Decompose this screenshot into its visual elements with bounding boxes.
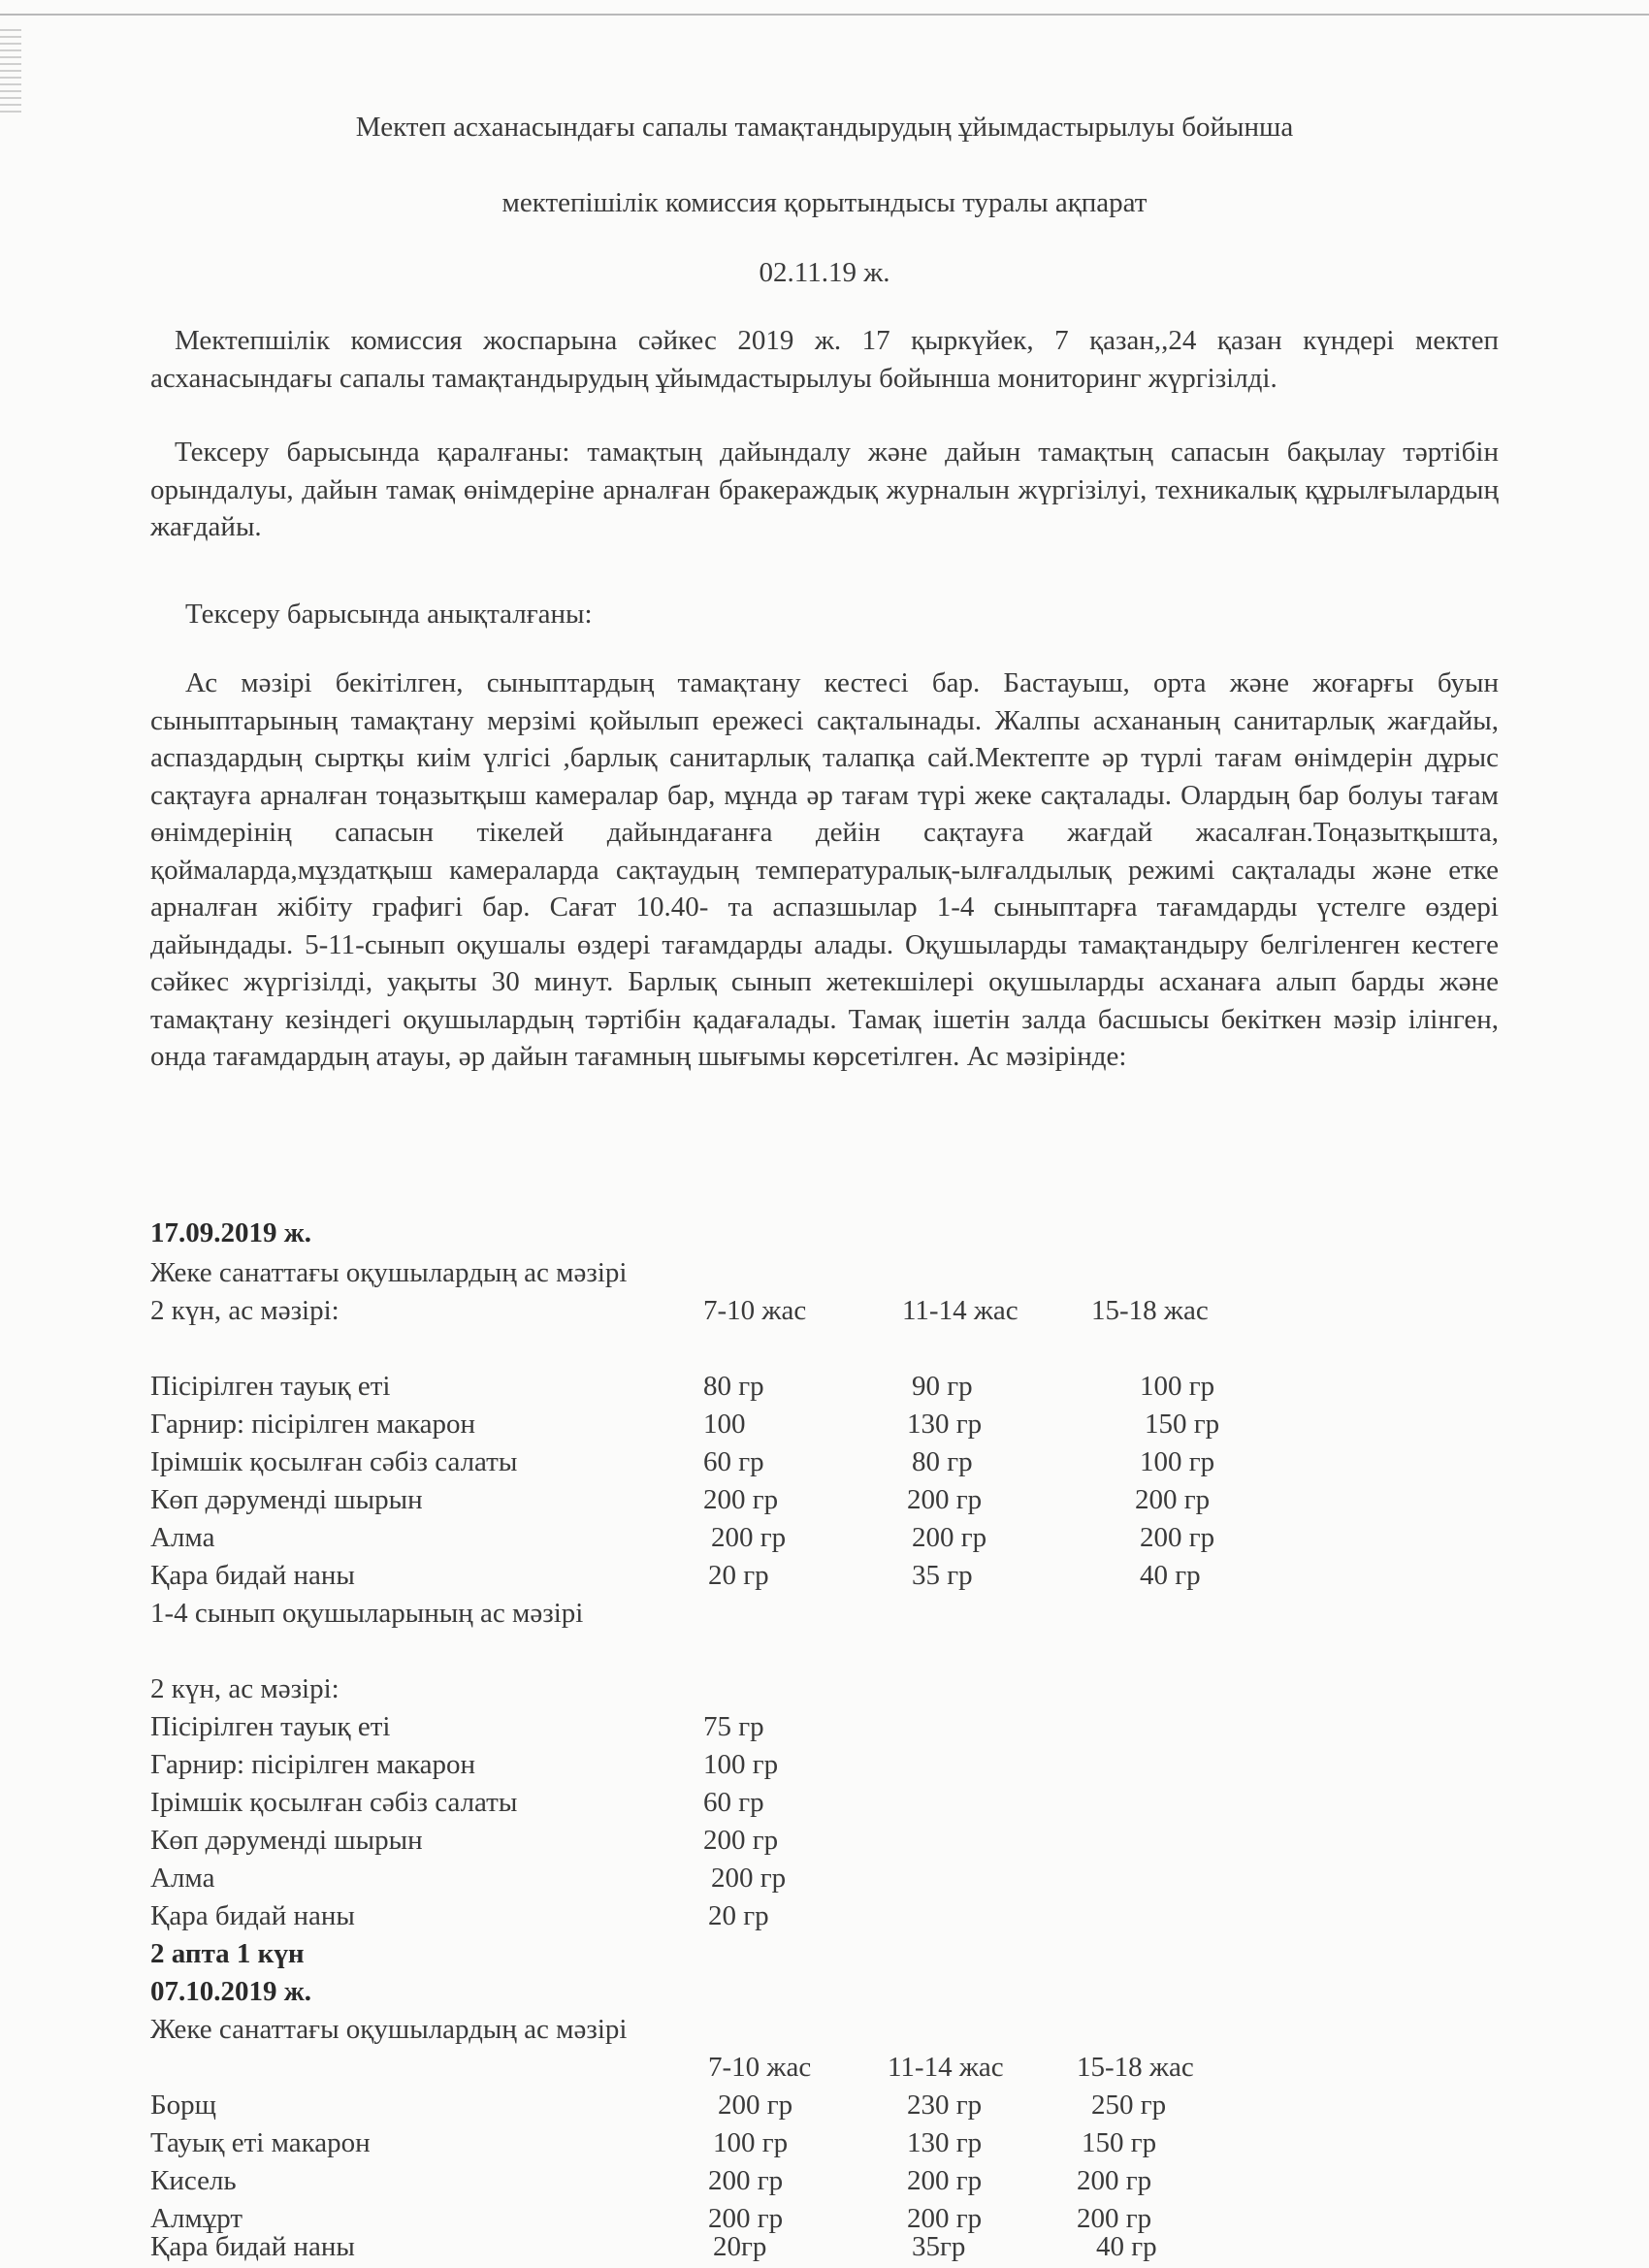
menu1-subtitle: Жеке санаттағы оқушылардың ас мәзірі <box>150 1257 628 1288</box>
portion-7-10: 200 гр <box>711 1522 787 1553</box>
portion-11-14: 200 гр <box>907 1484 983 1515</box>
portion-11-14: 200 гр <box>907 2165 983 2196</box>
menu-item: Тауық еті макарон <box>150 2127 371 2158</box>
menu-item: Көп дәруменді шырын <box>150 1484 423 1515</box>
paragraph-inspection-scope: Тексеру барысында қаралғаны: тамақтың дайындалу және дайын тамақтың сапасын бақылау тәртібін орындалуы, дайын тамақ өнімдеріне арналған бракераждық журналын жүргізілуі, техникалық құрылғылардың жағдайы. <box>150 437 1499 542</box>
menu-item: Қара бидай наны <box>150 2231 355 2262</box>
menu1-col-age-7-10: 7-10 жас <box>703 1295 807 1326</box>
portion-7-10: 100 гр <box>713 2127 789 2158</box>
portion: 60 гр <box>703 1787 764 1818</box>
menu2-subtitle: 1-4 сынып оқушыларының ас мәзірі <box>150 1598 584 1629</box>
portion-15-18: 200 гр <box>1140 1522 1215 1553</box>
menu1-col-age-15-18: 15-18 жас <box>1091 1295 1209 1326</box>
menu3-col-age-15-18: 15-18 жас <box>1077 2052 1194 2083</box>
portion-7-10: 60 гр <box>703 1446 764 1477</box>
portion: 75 гр <box>703 1711 764 1742</box>
menu-item: Алмұрт <box>150 2203 243 2234</box>
portion-15-18: 40 гр <box>1140 1560 1201 1591</box>
menu3-col-age-11-14: 11-14 жас <box>888 2052 1004 2083</box>
menu-item: Гарнир: пісірілген макарон <box>150 1409 476 1440</box>
menu-item: Гарнир: пісірілген макарон <box>150 1749 476 1780</box>
menu2-day-label: 2 күн, ас мәзірі: <box>150 1673 340 1704</box>
menu-item: Пісірілген тауық еті <box>150 1371 391 1402</box>
menu1-day-label: 2 күн, ас мәзірі: <box>150 1295 340 1326</box>
portion-7-10: 20гр <box>713 2231 767 2262</box>
menu3-week-label: 2 апта 1 күн <box>150 1938 305 1969</box>
portion-11-14: 200 гр <box>912 1522 987 1553</box>
portion-11-14: 35 гр <box>912 1560 973 1591</box>
portion-7-10: 20 гр <box>708 1560 769 1591</box>
paragraph-findings: Ас мәзірі бекітілген, сыныптардың тамақтану кестесі бар. Бастауыш, орта және жоғарғы буын сыныптарының тамақтану мерзімі қойылып ережесі сақталынады. Жалпы асхананың санитарлық жағдайы, аспаздардың сыртқы киім үлгісі ,барлық санитарлық талапқа сай.Мектепте әр түрлі тағам өнімдерін дұрыс сақтауға арналған тоңазытқыш камералар бар, мұнда әр тағам түрі жеке сақталады. Олардың бар болуы тағам өнімдерінің сапасын тікелей дайындағанға дейін сақтауға жағдай жасалған.Тоңазытқышта, қоймаларда,мұздатқыш камераларда сақтаудың температуралық-ылғалдылық режимі сақталады және етке арналған жібіту графигі бар. Сағат 10.40- та аспазшылар 1-4 сыныптарға тағамдарды үстелге өздері дайындады. 5-11-сынып оқушалы өздері тағамдарды алады. Оқушыларды тамақтандыру белгіленген кестеге сәйкес жүргізілді, уақыты 30 минут. Барлық сынып жетекшілері оқушыларды асханаға алып барды және тамақтану кезіндегі оқушылардың тәртібін қадағалады. Тамақ ішетін залда басшысы бекіткен мәзір ілінген, онда тағамдардың атауы, әр дайын тағамның шығымы көрсетілген. Ас мәзірінде: <box>150 667 1499 1072</box>
portion-11-14: 200 гр <box>907 2203 983 2234</box>
scan-noise-mark <box>0 29 21 116</box>
portion-7-10: 80 гр <box>703 1371 764 1402</box>
portion-15-18: 100 гр <box>1140 1446 1215 1477</box>
portion-11-14: 35гр <box>912 2231 966 2262</box>
menu3-subtitle: Жеке санаттағы оқушылардың ас мәзірі <box>150 2014 628 2045</box>
portion-15-18: 150 гр <box>1082 2127 1157 2158</box>
portion: 200 гр <box>711 1863 787 1894</box>
portion-7-10: 200 гр <box>703 1484 779 1515</box>
portion-15-18: 40 гр <box>1096 2231 1157 2262</box>
menu1-col-age-11-14: 11-14 жас <box>902 1295 1018 1326</box>
menu-item: Ірімшік қосылған сәбіз салаты <box>150 1787 518 1818</box>
portion-15-18: 200 гр <box>1077 2165 1152 2196</box>
menu-item: Қара бидай наны <box>150 1900 355 1931</box>
portion-15-18: 200 гр <box>1077 2203 1152 2234</box>
portion-7-10: 200 гр <box>718 2090 793 2121</box>
portion-11-14: 130 гр <box>907 2127 983 2158</box>
menu-item: Борщ <box>150 2090 216 2121</box>
portion-11-14: 130 гр <box>907 1409 983 1440</box>
portion-11-14: 90 гр <box>912 1371 973 1402</box>
portion: 100 гр <box>703 1749 779 1780</box>
portion-15-18: 250 гр <box>1091 2090 1167 2121</box>
portion: 200 гр <box>703 1825 779 1856</box>
menu-item: Алма <box>150 1863 215 1894</box>
portion-11-14: 80 гр <box>912 1446 973 1477</box>
menu-item: Алма <box>150 1522 215 1553</box>
menu-item: Көп дәруменді шырын <box>150 1825 423 1856</box>
portion-15-18: 200 гр <box>1135 1484 1211 1515</box>
menu-item: Қара бидай наны <box>150 1560 355 1591</box>
menu3-date: 07.10.2019 ж. <box>150 1976 312 2007</box>
document-title-line1: Мектеп асханасындағы сапалы тамақтандырудың ұйымдастырылуы бойынша <box>355 112 1294 143</box>
menu3-col-age-7-10: 7-10 жас <box>708 2052 812 2083</box>
portion-7-10: 100 <box>703 1409 746 1440</box>
portion-11-14: 230 гр <box>907 2090 983 2121</box>
menu1-date: 17.09.2019 ж. <box>150 1217 312 1248</box>
paragraph-monitoring: Мектепшілік комиссия жоспарына сәйкес 2019 ж. 17 қыркүйек, 7 қазан,,24 қазан күндері мектеп асханасындағы сапалы тамақтандырудың ұйымдастырылуы бойынша мониторинг жүргізілді. <box>150 325 1499 394</box>
portion-15-18: 100 гр <box>1140 1371 1215 1402</box>
portion-7-10: 200 гр <box>708 2165 784 2196</box>
paragraph-findings-heading: Тексеру барысында анықталғаны: <box>185 599 593 630</box>
portion: 20 гр <box>708 1900 769 1931</box>
menu-item: Кисель <box>150 2165 237 2196</box>
portion-7-10: 200 гр <box>708 2203 784 2234</box>
portion-15-18: 150 гр <box>1145 1409 1220 1440</box>
menu-item: Ірімшік қосылған сәбіз салаты <box>150 1446 518 1477</box>
menu-item: Пісірілген тауық еті <box>150 1711 391 1742</box>
scan-top-edge <box>0 14 1649 16</box>
document-date: 02.11.19 ж. <box>759 257 890 288</box>
document-title-line2: мектепішілік комиссия қорытындысы туралы ақпарат <box>501 187 1148 218</box>
